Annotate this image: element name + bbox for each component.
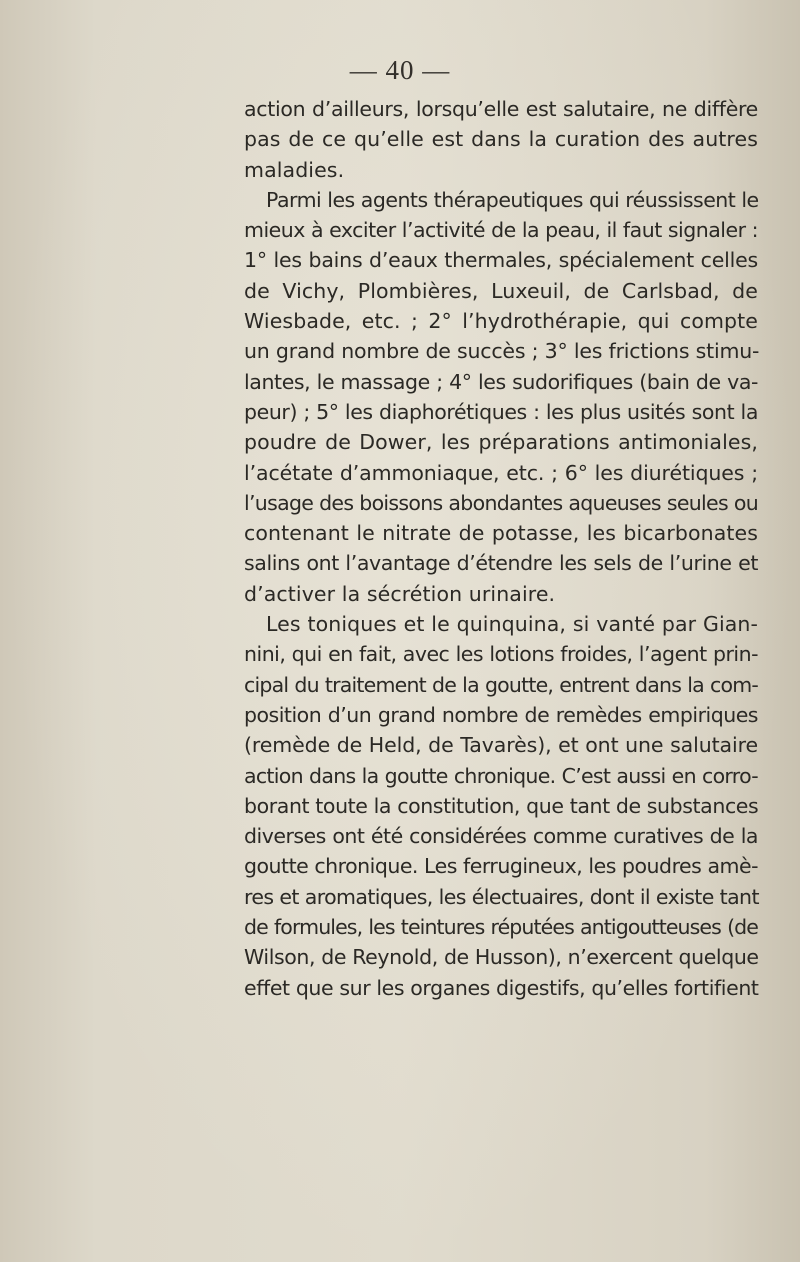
paragraph — [244, 185, 758, 609]
text-line: mieux à exciter l’activité de la peau, il faut signaler : — [244, 218, 758, 243]
text-line: d’activer la sécrétion urinaire. — [244, 581, 556, 606]
text-line: nini, qui en fait, avec les lotions froides, l’agent prin- — [244, 642, 758, 667]
text-line: pas de ce qu’elle est dans la curation des autres — [244, 127, 758, 152]
text-line: Wilson, de Reynold, de Husson), n’exercent quelque — [244, 945, 759, 970]
text-line: goutte chronique. Les ferrugineux, les poudres amè- — [244, 854, 758, 879]
text-line: 1° les bains d’eaux thermales, spécialement celles — [244, 248, 758, 273]
text-line: effet que sur les organes digestifs, qu’elles fortifient — [244, 975, 759, 1000]
text-line: peur) ; 5° les diaphorétiques : les plus usités sont la — [244, 399, 758, 424]
text-line: position d’un grand nombre de remèdes empiriques — [244, 702, 758, 727]
text-line: lantes, le massage ; 4° les sudorifiques (bain de va- — [244, 369, 758, 394]
text-line: cipal du traitement de la goutte, entrent dans la com- — [244, 672, 758, 697]
text-line: poudre de Dower, les préparations antimoniales, — [244, 430, 758, 455]
text-line: de formules, les teintures réputées antigoutteuses (de — [244, 915, 758, 940]
text-line: Wiesbade, etc. ; 2° l’hydrothérapie, qui compte — [244, 309, 758, 334]
body-text — [244, 94, 758, 1003]
text-line: salins ont l’avantage d’étendre les sels de l’urine et — [244, 551, 758, 576]
text-line: de Vichy, Plombières, Luxeuil, de Carlsbad, de — [244, 278, 758, 303]
text-line: res et aromatiques, les électuaires, dont il existe tant — [244, 884, 759, 909]
text-line: l’usage des boissons abondantes aqueuses seules ou — [244, 490, 758, 515]
page-number: — 40 — — [349, 55, 451, 85]
text-line: (remède de Held, de Tavarès), et ont une salutaire — [244, 733, 758, 758]
text-line: maladies. — [244, 157, 345, 182]
paragraph — [244, 94, 758, 185]
text-line: l’acétate d’ammoniaque, etc. ; 6° les diurétiques ; — [244, 460, 758, 485]
text-line: action d’ailleurs, lorsqu’elle est salutaire, ne diffère — [244, 97, 758, 121]
text-line: action dans la goutte chronique. C’est aussi en corro- — [244, 763, 758, 788]
text-line: borant toute la constitution, que tant de substances — [244, 793, 759, 818]
text-line: diverses ont été considérées comme curatives de la — [244, 824, 758, 849]
text-line: contenant le nitrate de potasse, les bicarbonates — [244, 521, 758, 546]
text-line: Les toniques et le quinquina, si vanté par Gian- — [266, 612, 758, 637]
text-line: un grand nombre de succès ; 3° les frictions stimu- — [244, 339, 760, 364]
text-line: Parmi les agents thérapeutiques qui réussissent le — [266, 187, 759, 212]
paragraph — [244, 609, 758, 1003]
